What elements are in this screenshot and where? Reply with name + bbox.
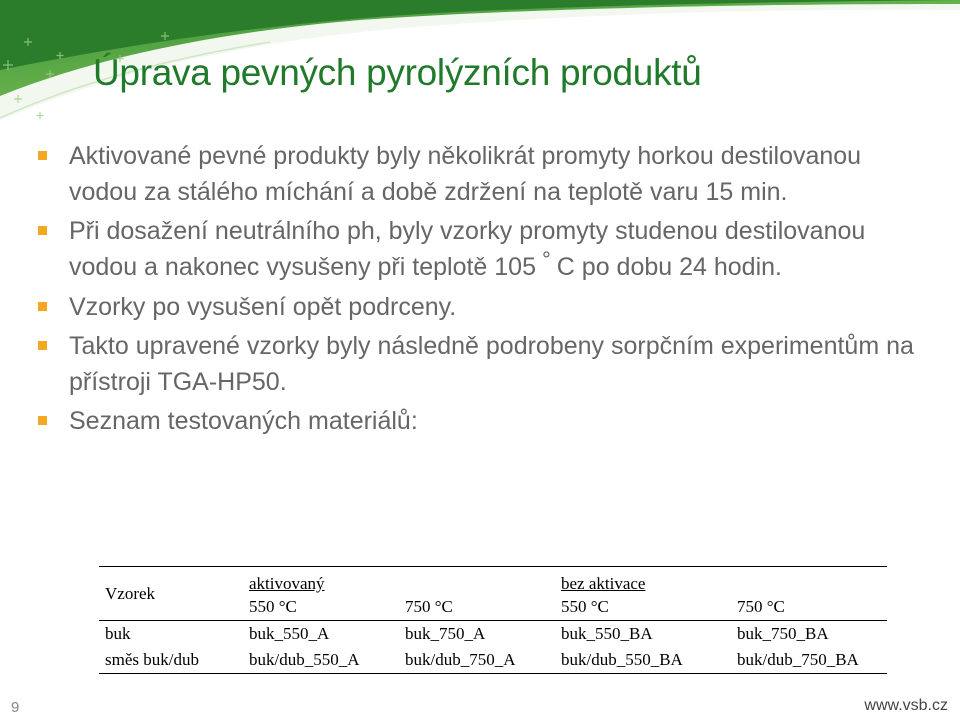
header-temp: 550 °C	[561, 597, 609, 616]
materials-table	[99, 566, 887, 674]
bullet-text-after: C po dobu 24 hodin.	[556, 253, 782, 281]
header-temp: 750 °C	[405, 597, 453, 616]
bullet-square-icon	[38, 302, 47, 311]
cell-value: buk/dub_550_BA	[561, 650, 683, 669]
cell-value: buk/dub_750_BA	[737, 650, 859, 669]
table-row	[99, 647, 887, 674]
bullet-item	[36, 138, 936, 210]
cell-value: buk/dub_750_A	[405, 650, 516, 669]
bullet-square-icon	[38, 416, 47, 425]
bullet-text-before: Při dosažení neutrálního ph, byly vzorky promyty studenou destilovanou vodou a nakonec vysušeny při teplotě 105	[69, 217, 866, 281]
bullet-text: Takto upravené vzorky byly následně podrobeny sorpčním experimentům na přístroji TGA-HP50.	[69, 332, 914, 396]
footer-url: www.vsb.cz	[864, 697, 948, 714]
page-number: 9	[11, 699, 20, 716]
slide-title: Úprava pevných pyrolýzních produktů	[93, 52, 702, 93]
bullet-text: Vzorky po vysušení opět podrceny.	[69, 293, 457, 321]
table-row	[99, 621, 887, 648]
cell-value: buk_550_A	[249, 624, 330, 643]
row-name: směs buk/dub	[105, 650, 199, 669]
header-sample: Vzorek	[105, 583, 156, 603]
bullet-square-icon	[38, 341, 47, 350]
cell-value: buk/dub_550_A	[249, 650, 360, 669]
table-header-row	[99, 567, 887, 595]
bullet-item	[36, 289, 936, 325]
header-temp: 550 °C	[249, 597, 297, 616]
bullet-item	[36, 328, 936, 400]
bullet-item	[36, 403, 936, 439]
bullet-square-icon	[38, 151, 47, 160]
bullet-square-icon	[38, 226, 47, 235]
bullet-text: Seznam testovaných materiálů:	[69, 407, 418, 435]
header-group-activated: aktivovaný	[249, 574, 325, 593]
degree-sign: °	[541, 247, 551, 272]
bullet-text: Aktivované pevné produkty byly několikrát promyty horkou destilovanou vodou za stálého míchání a době zdržení na teplotě varu 15 min.	[69, 142, 862, 206]
cell-value: buk_750_A	[405, 624, 486, 643]
header-temp: 750 °C	[737, 597, 785, 616]
row-name: buk	[105, 624, 131, 643]
bullet-list	[36, 138, 936, 442]
header-group-nonactivated: bez aktivace	[561, 574, 646, 593]
cell-value: buk_550_BA	[561, 624, 653, 643]
cell-value: buk_750_BA	[737, 624, 829, 643]
bullet-item	[36, 213, 936, 286]
